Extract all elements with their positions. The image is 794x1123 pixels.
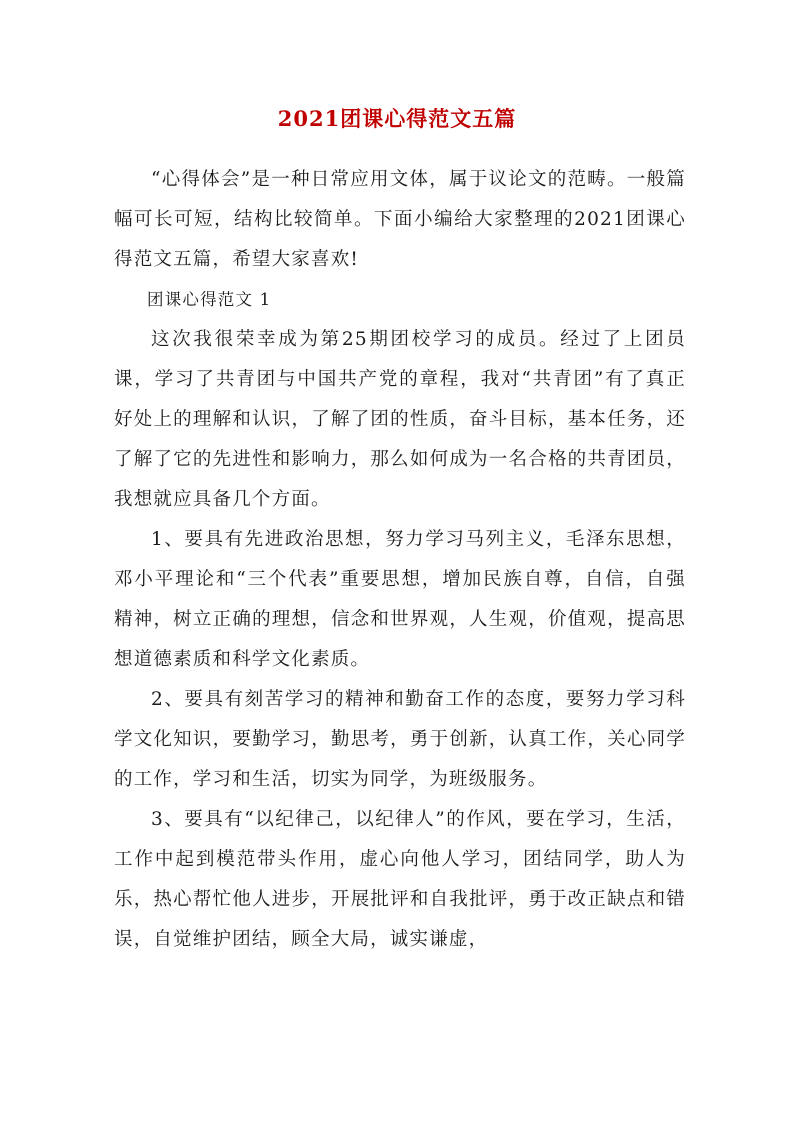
body-paragraph-2: 1、要具有先进政治思想，努力学习马列主义，毛泽东思想，邓小平理论和“三个代表”重要思想，增加民族自尊，自信，自强精神，树立正确的理想，信念和世界观，人生观，价值观，提高思想道德素质和科学文化素质。 <box>114 529 686 670</box>
document-title: 2021团课心得范文五篇 <box>277 106 517 131</box>
body-paragraph-1: 这次我很荣幸成为第25期团校学习的成员。经过了上团员课，学习了共青团与中国共产党的章程，我对“共青团”有了真正好处上的理解和认识，了解了团的性质，奋斗目标，基本任务，还了解了它的先进性和影响力，那么如何成为一名合格的共青团员，我想就应具备几个方面。 <box>114 329 686 510</box>
section-heading: 团课心得范文 1 <box>147 290 272 309</box>
body-paragraph-3: 2、要具有刻苦学习的精神和勤奋工作的态度，要努力学习科学文化知识，要勤学习，勤思考，勇于创新，认真工作，关心同学的工作，学习和生活，切实为同学，为班级服务。 <box>114 689 686 790</box>
intro-paragraph: “心得体会”是一种日常应用文体，属于议论文的范畴。一般篇幅可长可短，结构比较简单。下面小编给大家整理的2021团课心得范文五篇，希望大家喜欢! <box>114 169 686 270</box>
body-paragraph-4: 3、要具有“以纪律己，以纪律人”的作风，要在学习，生活，工作中起到模范带头作用，虚心向他人学习，团结同学，助人为乐，热心帮忙他人进步，开展批评和自我批评，勇于改正缺点和错误，自觉维护团结，顾全大局，诚实谦虚， <box>114 809 686 950</box>
document-body <box>114 160 686 960</box>
